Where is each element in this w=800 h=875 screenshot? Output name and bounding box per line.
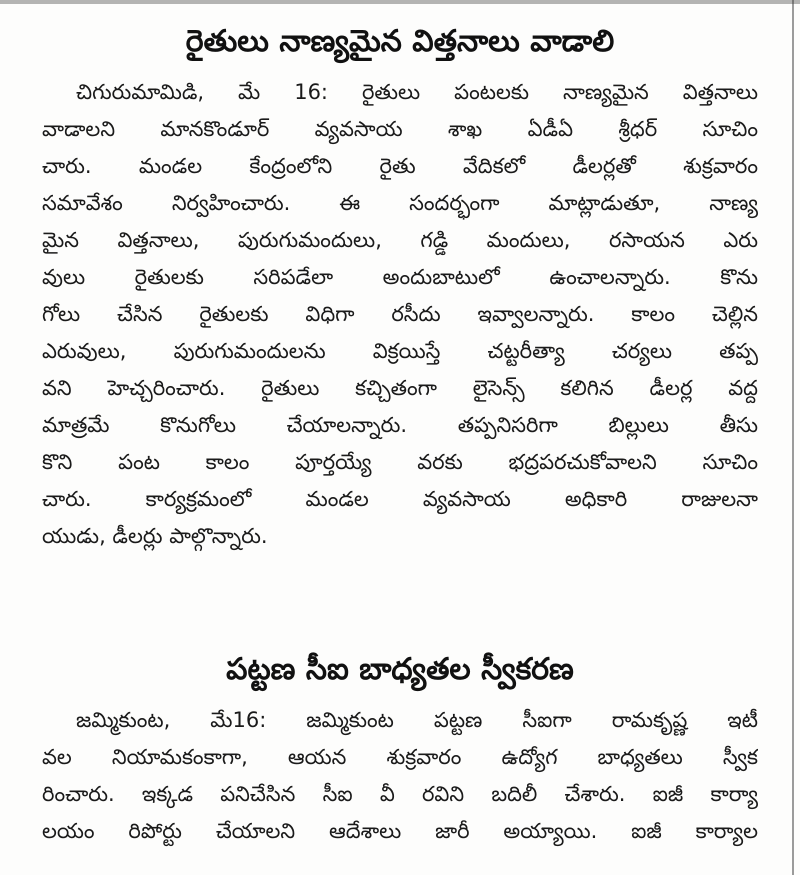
body-line: చారు. కార్యక్రమంలో మండల వ్యవసాయ అధికారి రాజులనా <box>42 487 758 511</box>
article-town-ci-charge <box>42 650 758 850</box>
body-line: చిగురుమామిడి, మే 16: రైతులు పంటలకు నాణ్యమైన విత్తనాలు <box>76 80 758 104</box>
body-line: ఎరువులు, పురుగుమందులను విక్రయిస్తే చట్టరీత్యా చర్యలు తప్ప <box>42 339 758 363</box>
body-line: వల నియామకంకాగా, ఆయన శుక్రవారం ఉద్యోగ బాధ్యతలు స్వీక <box>42 745 758 769</box>
article-farmers-seeds <box>42 22 758 555</box>
body-line: వని హెచ్చరించారు. రైతులు కచ్చితంగా లైసెన్స్ కలిగిన డీలర్ల వద్ద <box>42 376 758 400</box>
headline: పట్టణ సీఐ బాధ్యతల స్వీకరణ <box>226 652 574 687</box>
body-line: వాడాలని మానకొండూర్ వ్యవసాయ శాఖ ఏడీఏ శ్రీధర్ సూచిం <box>42 117 758 141</box>
body-line: సమావేశం నిర్వహించారు. ఈ సందర్భంగా మాట్లాడుతూ, నాణ్య <box>42 191 758 215</box>
body-line: మైన విత్తనాలు, పురుగుమందులు, గడ్డి మందులు, రసాయన ఎరు <box>42 228 758 252</box>
body-line: మాత్రమే కొనుగోలు చేయాలన్నారు. తప్పనిసరిగా బిల్లులు తీసు <box>42 413 758 437</box>
body-line: చారు. మండల కేంద్రంలోని రైతు వేదికలో డీలర్లతో శుక్రవారం <box>42 154 758 178</box>
headline: రైతులు నాణ్యమైన విత్తనాలు వాడాలి <box>185 24 615 59</box>
body-line: జమ్మికుంట, మే16: జమ్మికుంట పట్టణ సీఐగా రామకృష్ణ ఇటీ <box>76 708 758 732</box>
body-line: వులు రైతులకు సరిపడేలా అందుబాటులో ఉంచాలన్నారు. కొను <box>42 265 758 289</box>
column-rule <box>792 0 794 875</box>
body-line: కొని పంట కాలం పూర్తయ్యే వరకు భద్రపరచుకోవాలని సూచిం <box>42 450 758 474</box>
body-line: రించారు. ఇక్కడ పనిచేసిన సీఐ వీ రవిని బదిలీ చేశారు. ఐజీ కార్యా <box>42 782 758 806</box>
body-line: లయం రిపోర్టు చేయాలని ఆదేశాలు జారీ అయ్యాయి. ఐజీ కార్యాల <box>42 819 758 843</box>
top-rule <box>0 0 800 4</box>
body-line: యుడు, డీలర్లు పాల్గొన్నారు. <box>42 524 268 548</box>
body-line: గోలు చేసిన రైతులకు విధిగా రసీదు ఇవ్వాలన్నారు. కాలం చెల్లిన <box>42 302 758 326</box>
